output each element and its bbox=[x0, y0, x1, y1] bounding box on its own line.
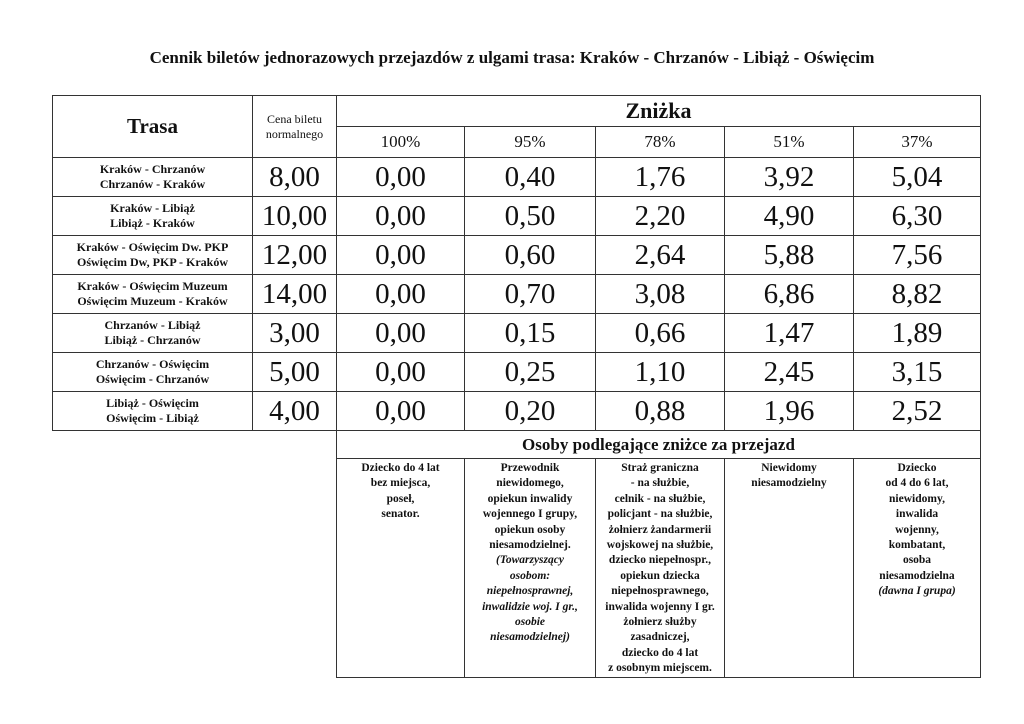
discount-price: 0,00 bbox=[337, 197, 465, 236]
header-normal-price bbox=[253, 96, 337, 158]
discount-price: 2,52 bbox=[854, 392, 981, 431]
persons-line: niewidomego, bbox=[496, 477, 564, 490]
price-row bbox=[53, 392, 981, 431]
header-price-line: normalnego bbox=[265, 126, 324, 141]
persons-line: osobie bbox=[514, 616, 546, 629]
persons-line: Przewodnik bbox=[500, 462, 560, 474]
persons-line: opiekun osoby bbox=[494, 523, 566, 536]
route-name: Libiąż - Oświęcim bbox=[106, 396, 199, 410]
persons-line: poseł, bbox=[386, 492, 415, 505]
price-row bbox=[53, 275, 981, 314]
persons-line: z osobnym miejscem. bbox=[608, 662, 712, 675]
discount-price: 0,50 bbox=[465, 197, 596, 236]
persons-line: niesamodzielna bbox=[879, 569, 955, 582]
route-cell bbox=[53, 314, 253, 353]
discount-price: 0,00 bbox=[337, 158, 465, 197]
header-percent: 37% bbox=[854, 127, 981, 158]
route-cell bbox=[53, 158, 253, 197]
discount-price: 5,04 bbox=[854, 158, 981, 197]
route-name: Oświęcim - Libiąż bbox=[106, 411, 199, 425]
route-name: Kraków - Oświęcim Muzeum bbox=[77, 279, 228, 293]
normal-price: 5,00 bbox=[253, 353, 337, 392]
persons-line: niewidomy, bbox=[889, 492, 945, 505]
persons-line: opiekun inwalidy bbox=[487, 492, 573, 505]
persons-title: Osoby podlegające zniżce za przejazd bbox=[337, 431, 981, 459]
persons-line: - na służbie, bbox=[630, 477, 690, 490]
price-row bbox=[53, 236, 981, 275]
persons-line: żołnierz żandarmerii bbox=[608, 523, 712, 536]
discount-price: 3,92 bbox=[725, 158, 854, 197]
discount-price: 3,15 bbox=[854, 353, 981, 392]
persons-78 bbox=[596, 459, 725, 678]
route-name: Chrzanów - Oświęcim bbox=[95, 357, 210, 371]
persons-line: (Towarzyszący bbox=[496, 554, 564, 567]
discount-price: 6,86 bbox=[725, 275, 854, 314]
discount-price: 6,30 bbox=[854, 197, 981, 236]
discount-price: 0,88 bbox=[596, 392, 725, 431]
normal-price: 8,00 bbox=[253, 158, 337, 197]
persons-line: żołnierz służby bbox=[623, 616, 697, 629]
persons-51 bbox=[725, 459, 854, 678]
route-name: Oświęcim Dw, PKP - Kraków bbox=[77, 255, 228, 269]
route-cell bbox=[53, 392, 253, 431]
discount-price: 0,00 bbox=[337, 314, 465, 353]
header-percent: 100% bbox=[337, 127, 465, 158]
persons-line: niepełnosprawnej, bbox=[486, 585, 574, 598]
persons-line: Niewidomy bbox=[761, 462, 817, 474]
persons-line: wojennego I grupy, bbox=[482, 508, 578, 521]
route-name: Chrzanów - Libiąż bbox=[104, 318, 201, 332]
discount-price: 1,10 bbox=[596, 353, 725, 392]
persons-line: inwalida wojenny I gr. bbox=[605, 600, 715, 613]
persons-line: Dziecko do 4 lat bbox=[361, 462, 440, 474]
page-title: Cennik biletów jednorazowych przejazdów z ulgami trasa: Kraków - Chrzanów - Libiąż - Oświęcim bbox=[149, 48, 875, 67]
discount-price: 0,25 bbox=[465, 353, 596, 392]
header-percent: 78% bbox=[596, 127, 725, 158]
discount-price: 1,96 bbox=[725, 392, 854, 431]
persons-line: zasadniczej, bbox=[630, 631, 690, 644]
normal-price: 14,00 bbox=[253, 275, 337, 314]
persons-line: Straż graniczna bbox=[621, 462, 699, 474]
discount-price: 2,45 bbox=[725, 353, 854, 392]
persons-line: dziecko do 4 lat bbox=[621, 646, 699, 659]
route-name: Oświęcim - Chrzanów bbox=[95, 372, 210, 386]
persons-line: wojenny, bbox=[895, 523, 939, 536]
persons-95 bbox=[465, 459, 596, 678]
discount-price: 0,00 bbox=[337, 236, 465, 275]
persons-line: niepełnosprawnego, bbox=[611, 585, 709, 598]
discount-price: 0,00 bbox=[337, 392, 465, 431]
persons-100 bbox=[337, 459, 465, 678]
route-name: Chrzanów - Kraków bbox=[99, 177, 206, 191]
discount-price: 0,66 bbox=[596, 314, 725, 353]
discount-price: 7,56 bbox=[854, 236, 981, 275]
discount-price: 2,64 bbox=[596, 236, 725, 275]
price-row bbox=[53, 353, 981, 392]
header-discount: Zniżka bbox=[337, 96, 981, 127]
persons-line: inwalidzie woj. I gr., bbox=[482, 600, 578, 613]
persons-line: niesamodzielnej. bbox=[489, 539, 571, 552]
header-price-line: Cena biletu bbox=[267, 111, 322, 126]
blank-cell bbox=[53, 459, 337, 678]
route-cell bbox=[53, 353, 253, 392]
tariff-table bbox=[52, 95, 981, 678]
route-name: Oświęcim Muzeum - Kraków bbox=[77, 294, 228, 308]
discount-price: 4,90 bbox=[725, 197, 854, 236]
price-row bbox=[53, 158, 981, 197]
discount-price: 0,20 bbox=[465, 392, 596, 431]
price-row bbox=[53, 314, 981, 353]
route-name: Libiąż - Chrzanów bbox=[104, 333, 201, 347]
discount-price: 1,76 bbox=[596, 158, 725, 197]
header-route: Trasa bbox=[53, 96, 253, 158]
discount-price: 0,00 bbox=[337, 353, 465, 392]
persons-line: senator. bbox=[381, 508, 420, 521]
persons-line: bez miejsca, bbox=[370, 477, 431, 490]
persons-line: niesamodzielny bbox=[751, 477, 827, 490]
discount-price: 3,08 bbox=[596, 275, 725, 314]
route-cell bbox=[53, 275, 253, 314]
persons-37 bbox=[854, 459, 981, 678]
discount-price: 0,15 bbox=[465, 314, 596, 353]
persons-line: osoba bbox=[902, 554, 932, 567]
persons-line: kombatant, bbox=[888, 539, 946, 552]
route-name: Kraków - Libiąż bbox=[110, 201, 195, 215]
route-cell bbox=[53, 236, 253, 275]
header-percent: 95% bbox=[465, 127, 596, 158]
persons-line: osobom: bbox=[509, 569, 551, 582]
normal-price: 4,00 bbox=[253, 392, 337, 431]
discount-price: 1,47 bbox=[725, 314, 854, 353]
price-row bbox=[53, 197, 981, 236]
header-percent: 51% bbox=[725, 127, 854, 158]
blank-cell bbox=[53, 431, 337, 459]
discount-price: 1,89 bbox=[854, 314, 981, 353]
persons-line: niesamodzielnej) bbox=[490, 631, 570, 644]
persons-line: inwalida bbox=[895, 508, 939, 521]
persons-line: opiekun dziecka bbox=[620, 569, 700, 582]
route-cell bbox=[53, 197, 253, 236]
discount-price: 5,88 bbox=[725, 236, 854, 275]
discount-price: 0,40 bbox=[465, 158, 596, 197]
persons-line: (dawna I grupa) bbox=[878, 585, 956, 598]
persons-line: dziecko niepełnospr., bbox=[608, 554, 712, 567]
persons-line: wojskowej na służbie, bbox=[606, 539, 714, 552]
discount-price: 0,00 bbox=[337, 275, 465, 314]
route-name: Kraków - Oświęcim Dw. PKP bbox=[76, 240, 229, 254]
persons-line: Dziecko bbox=[897, 462, 937, 474]
discount-price: 0,60 bbox=[465, 236, 596, 275]
route-name: Kraków - Chrzanów bbox=[99, 162, 206, 176]
normal-price: 10,00 bbox=[253, 197, 337, 236]
discount-price: 0,70 bbox=[465, 275, 596, 314]
discount-price: 8,82 bbox=[854, 275, 981, 314]
normal-price: 12,00 bbox=[253, 236, 337, 275]
persons-line: od 4 do 6 lat, bbox=[885, 477, 949, 490]
route-name: Libiąż - Kraków bbox=[110, 216, 195, 230]
normal-price: 3,00 bbox=[253, 314, 337, 353]
persons-line: policjant - na służbie, bbox=[607, 508, 713, 521]
persons-line: celnik - na służbie, bbox=[614, 492, 706, 505]
discount-price: 2,20 bbox=[596, 197, 725, 236]
